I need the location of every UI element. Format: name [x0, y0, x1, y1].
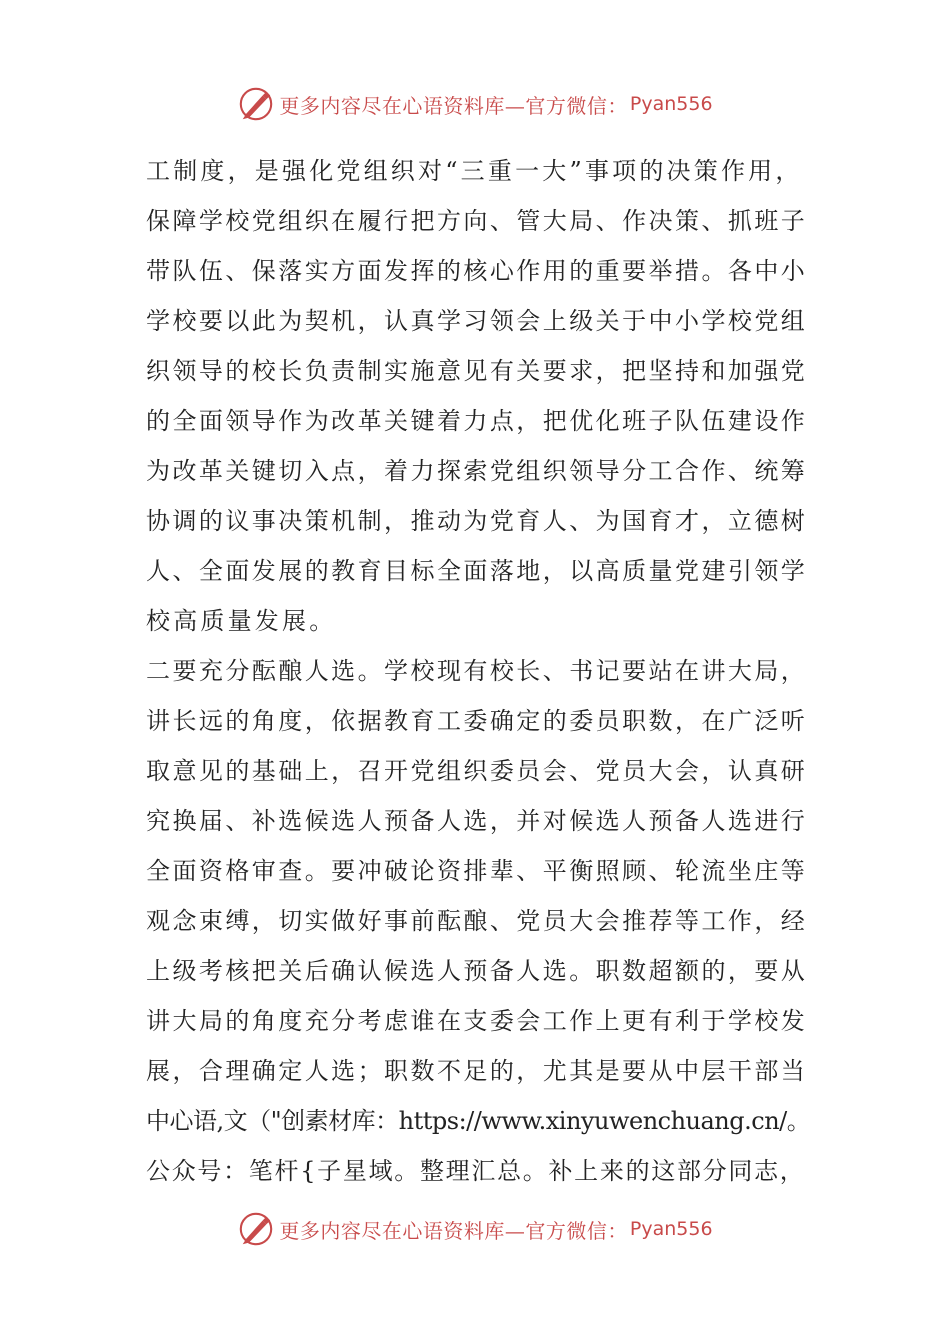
text-line: 讲大局的角度充分考虑谁在支委会工作上更有利于学校发: [146, 1007, 808, 1035]
text-line: 校高质量发展。: [146, 607, 337, 635]
text-line-url: 中心语,文（"创素材库：https://www.xinyuwenchuang.cn/。: [146, 1107, 811, 1135]
text-line: 协调的议事决策机制，推动为党育人、为国育才，立德树: [146, 507, 808, 535]
text-line: 讲长远的角度，依据教育工委确定的委员职数，在广泛听: [146, 707, 808, 735]
pen-logo-icon: [237, 1210, 275, 1248]
text-line: 全面资格审查。要冲破论资排辈、平衡照顾、轮流坐庄等: [146, 857, 808, 885]
text-line: 上级考核把关后确认候选人预备人选。职数超额的，要从: [146, 957, 808, 985]
pen-logo-icon: [237, 85, 275, 123]
text-line: 带队伍、保落实方面发挥的核心作用的重要举措。各中小: [146, 257, 808, 285]
text-line: 展，合理确定人选；职数不足的，尤其是要从中层干部当: [146, 1057, 808, 1085]
text-line: 学校要以此为契机，认真学习领会上级关于中小学校党组: [146, 307, 808, 335]
document-body: [146, 146, 810, 1196]
watermark-handle: Pyan556: [629, 93, 713, 115]
watermark-handle: Pyan556: [629, 1218, 713, 1240]
watermark-text: 更多内容尽在心语资料库—官方微信：: [279, 93, 628, 118]
text-line: 织领导的校长负责制实施意见有关要求，把坚持和加强党: [146, 357, 808, 385]
text-line: 观念束缚，切实做好事前酝酿、党员大会推荐等工作，经: [146, 907, 808, 935]
text-line: 人、全面发展的教育目标全面落地，以高质量党建引领学: [146, 557, 808, 585]
text-line: 公众号：笔杆{子星域。整理汇总。补上来的这部分同志，: [146, 1157, 806, 1185]
text-line: 保障学校党组织在履行把方向、管大局、作决策、抓班子: [146, 207, 808, 235]
header-watermark: [0, 84, 950, 124]
watermark-text: 更多内容尽在心语资料库—官方微信：: [279, 1218, 628, 1243]
text-line: 的全面领导作为改革关键着力点，把优化班子队伍建设作: [146, 407, 808, 435]
text-line: 取意见的基础上，召开党组织委员会、党员大会，认真研: [146, 757, 808, 785]
text-line: 究换届、补选候选人预备人选，并对候选人预备人选进行: [146, 807, 808, 835]
text-line: 为改革关键切入点，着力探索党组织领导分工合作、统筹: [146, 457, 808, 485]
text-line: 二要充分酝酿人选。学校现有校长、书记要站在讲大局，: [146, 657, 808, 685]
footer-watermark: [0, 1209, 950, 1249]
text-line: 工制度，是强化党组织对“三重一大”事项的决策作用，: [146, 157, 803, 185]
